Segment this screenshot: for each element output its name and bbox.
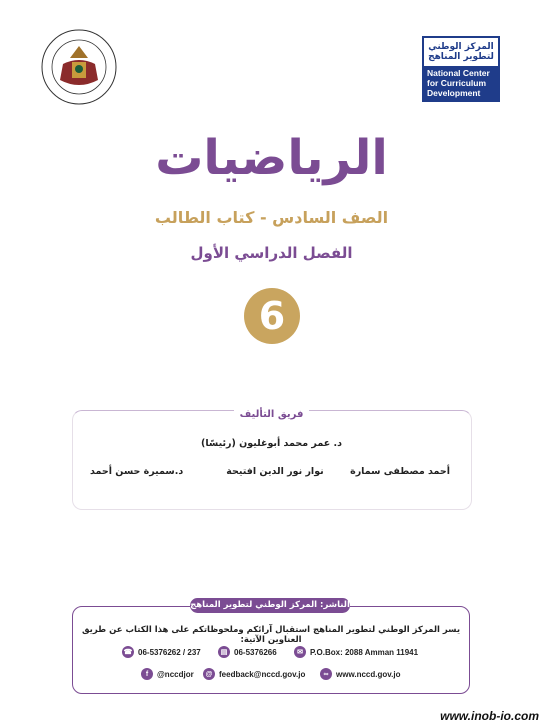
watermark-text: www.inob-io.com xyxy=(440,709,539,723)
feedback-invitation: يسر المركز الوطني لتطوير المناهج استقبال آرائكم وملحوظاتكم على هذا الكتاب عن طريق العناوين الآتية: xyxy=(81,625,461,645)
mail-envelope-icon: ✉ xyxy=(294,646,306,658)
grade-number-badge xyxy=(244,288,300,344)
grade-number: 6 xyxy=(258,294,286,338)
nccd-english-line2: for Curriculum xyxy=(427,78,487,88)
website-url[interactable]: www.nccd.gov.jo xyxy=(336,669,401,679)
author-member: د.سميرة حسن أحمد xyxy=(90,466,184,477)
nccd-logo xyxy=(422,36,500,102)
po-box-text: P.O.Box: 2088 Amman 11941 xyxy=(310,647,419,657)
fax-number: 06-5376266 xyxy=(234,647,277,657)
contact-facebook[interactable] xyxy=(141,668,194,680)
subject-title: الرياضيات xyxy=(155,130,388,186)
author-member: نوار نور الدين افتيحة xyxy=(226,466,324,477)
authors-heading xyxy=(0,402,543,421)
ministry-emblem-logo xyxy=(40,28,118,106)
author-lead: د. عمر محمد أبوغليون (رئيسًا) xyxy=(201,438,342,449)
fax-icon: ▤ xyxy=(218,646,230,658)
nccd-english-line1: National Center xyxy=(427,68,490,78)
contact-phone xyxy=(122,646,201,658)
facebook-handle[interactable]: @nccdjor xyxy=(157,669,194,679)
phone-number: 06-5376262 / 237 xyxy=(138,647,201,657)
grade-book-subtitle: الصف السادس - كتاب الطالب xyxy=(154,208,389,227)
facebook-icon: f xyxy=(141,668,153,680)
author-member: أحمد مصطفى سمارة xyxy=(350,466,450,477)
nccd-arabic-line2: لتطوير المناهج xyxy=(428,52,494,62)
nccd-english-line3: Development xyxy=(427,88,481,98)
contact-website[interactable] xyxy=(320,668,400,680)
link-icon: ∞ xyxy=(320,668,332,680)
authors-label: فريق التأليف xyxy=(234,409,310,420)
semester-subtitle: الفصل الدراسي الأول xyxy=(190,244,353,262)
phone-icon: ☎ xyxy=(122,646,134,658)
contact-email[interactable] xyxy=(203,668,305,680)
publisher-banner: الناشر: المركز الوطني لتطوير المناهج xyxy=(190,598,350,613)
at-sign-icon: @ xyxy=(203,668,215,680)
email-address[interactable]: feedback@nccd.gov.jo xyxy=(219,669,306,679)
authors-frame xyxy=(72,410,472,510)
contact-fax xyxy=(218,646,277,658)
contact-po-box xyxy=(294,646,418,658)
nccd-arabic-line1: المركز الوطني xyxy=(428,42,494,52)
